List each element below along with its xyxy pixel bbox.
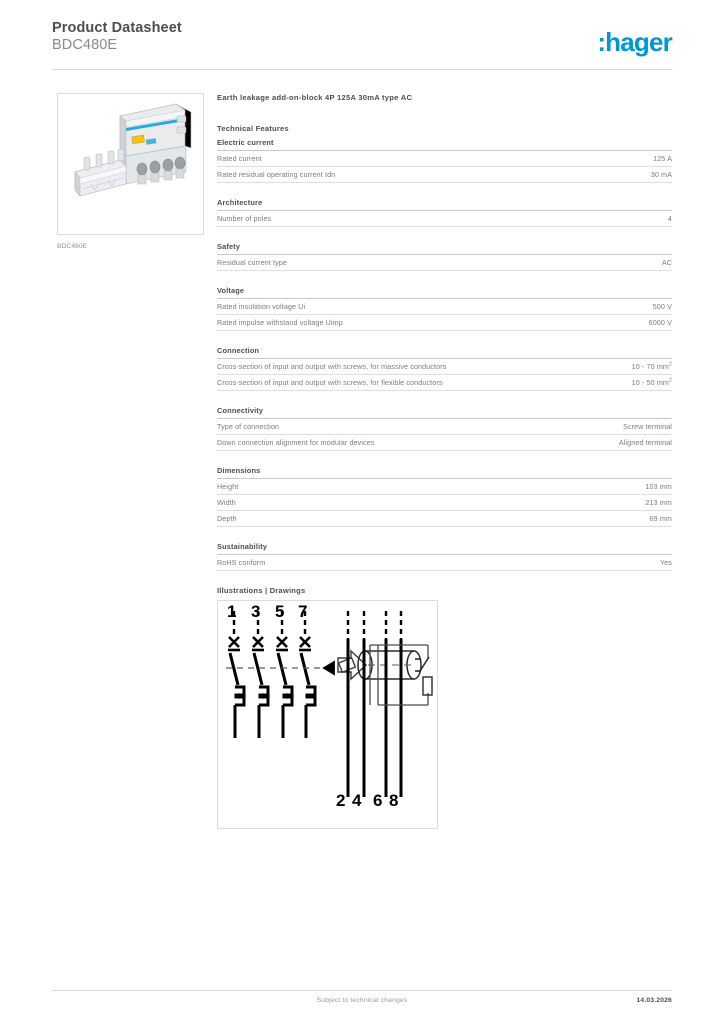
terminal-label-1: 1 [227,602,237,621]
footer-note: Subject to technical changes [316,997,408,1004]
spec-group-heading: Architecture [217,198,672,211]
page-title: Product Datasheet [52,20,182,36]
spec-group [217,198,672,227]
page-header [52,20,672,66]
spec-group [217,466,672,527]
spec-value: Screw terminal [623,422,672,431]
spec-group-heading: Dimensions [217,466,672,479]
spec-row [217,151,672,167]
terminal-label-8: 8 [389,791,399,810]
spec-value: Yes [659,558,672,567]
footer-date: 14.03.2026 [636,997,672,1004]
terminal-label-3: 3 [251,602,261,621]
spec-group [217,542,672,571]
spec-label: Number of poles [217,214,272,223]
spec-row [217,167,672,183]
spec-value [620,378,672,387]
terminal-label-4: 4 [352,791,362,810]
spec-value: 125 A [653,154,672,163]
spec-group-heading: Connectivity [217,406,672,419]
spec-value: 213 mm [645,498,672,507]
spec-row [217,315,672,331]
spec-value: 500 V [652,302,672,311]
spec-value: AC [661,258,672,267]
spec-value-superscript: 2 [669,377,672,384]
terminal-label-2: 2 [336,791,346,810]
spec-row [217,555,672,571]
spec-group-heading: Safety [217,242,672,255]
technical-features-title: Technical Features [217,124,289,133]
spec-group [217,406,672,451]
spec-label: Rated insulation voltage Ui [217,302,306,311]
spec-label: RoHS conform [217,558,266,567]
terminal-label-5: 5 [275,602,285,621]
spec-row [217,479,672,495]
product-photo-earth-leakage-block [58,94,203,234]
spec-label: Type of connection [217,422,280,431]
spec-row [217,359,672,375]
wiring-diagram-frame [217,600,438,829]
spec-group [217,286,672,331]
spec-row [217,375,672,391]
spec-value: 6000 V [648,318,672,327]
specifications-table [217,138,672,571]
page-footer [52,997,672,1011]
spec-label: Rated current [217,154,262,163]
product-image-frame [57,93,204,235]
hager-logo: :hager [597,27,672,57]
page-subtitle-product-code: BDC480E [52,37,118,53]
spec-group [217,346,672,391]
spec-label: Rated impulse withstand voltage Uimp [217,318,343,327]
content-column [217,93,672,829]
header-divider [52,69,672,70]
spec-value: 69 mm [649,514,672,523]
spec-row [217,211,672,227]
spec-row [217,419,672,435]
spec-group [217,138,672,183]
spec-group-heading: Connection [217,346,672,359]
spec-group-heading: Voltage [217,286,672,299]
spec-label: Cross-section of input and output with screws, for flexible conductors [217,378,443,387]
spec-label: Residual current type [217,258,288,267]
product-figure [57,93,204,250]
spec-value: 4 [667,214,672,223]
spec-group-heading: Sustainability [217,542,672,555]
spec-label: Cross-section of input and output with screws, for massive conductors [217,362,447,371]
title-block [52,20,182,54]
rcd-wiring-diagram [218,601,437,828]
spec-label: Rated residual operating current Idn [217,170,336,179]
product-name: Earth leakage add-on-block 4P 125A 30mA type AC [217,93,413,102]
spec-value: 103 mm [645,482,672,491]
spec-row [217,255,672,271]
spec-group-heading: Electric current [217,138,672,151]
spec-value-text: 10 - 70 mm [631,362,669,371]
spec-row [217,435,672,451]
spec-row [217,495,672,511]
terminal-label-7: 7 [298,602,308,621]
spec-value: Aligned terminal [618,438,672,447]
spec-label: Down connection alignment for modular devices [217,438,375,447]
spec-value: 30 mA [650,170,672,179]
terminal-label-6: 6 [373,791,383,810]
spec-row [217,299,672,315]
spec-label: Height [217,482,239,491]
footer-divider [52,990,672,991]
product-image-caption: BDC480E [57,243,88,250]
spec-value [620,362,672,371]
spec-group [217,242,672,271]
spec-label: Depth [217,514,237,523]
spec-label: Width [217,498,236,507]
spec-row [217,511,672,527]
spec-value-text: 10 - 50 mm [631,378,669,387]
illustrations-title: Illustrations | Drawings [217,586,306,595]
spec-value-superscript: 2 [669,361,672,368]
